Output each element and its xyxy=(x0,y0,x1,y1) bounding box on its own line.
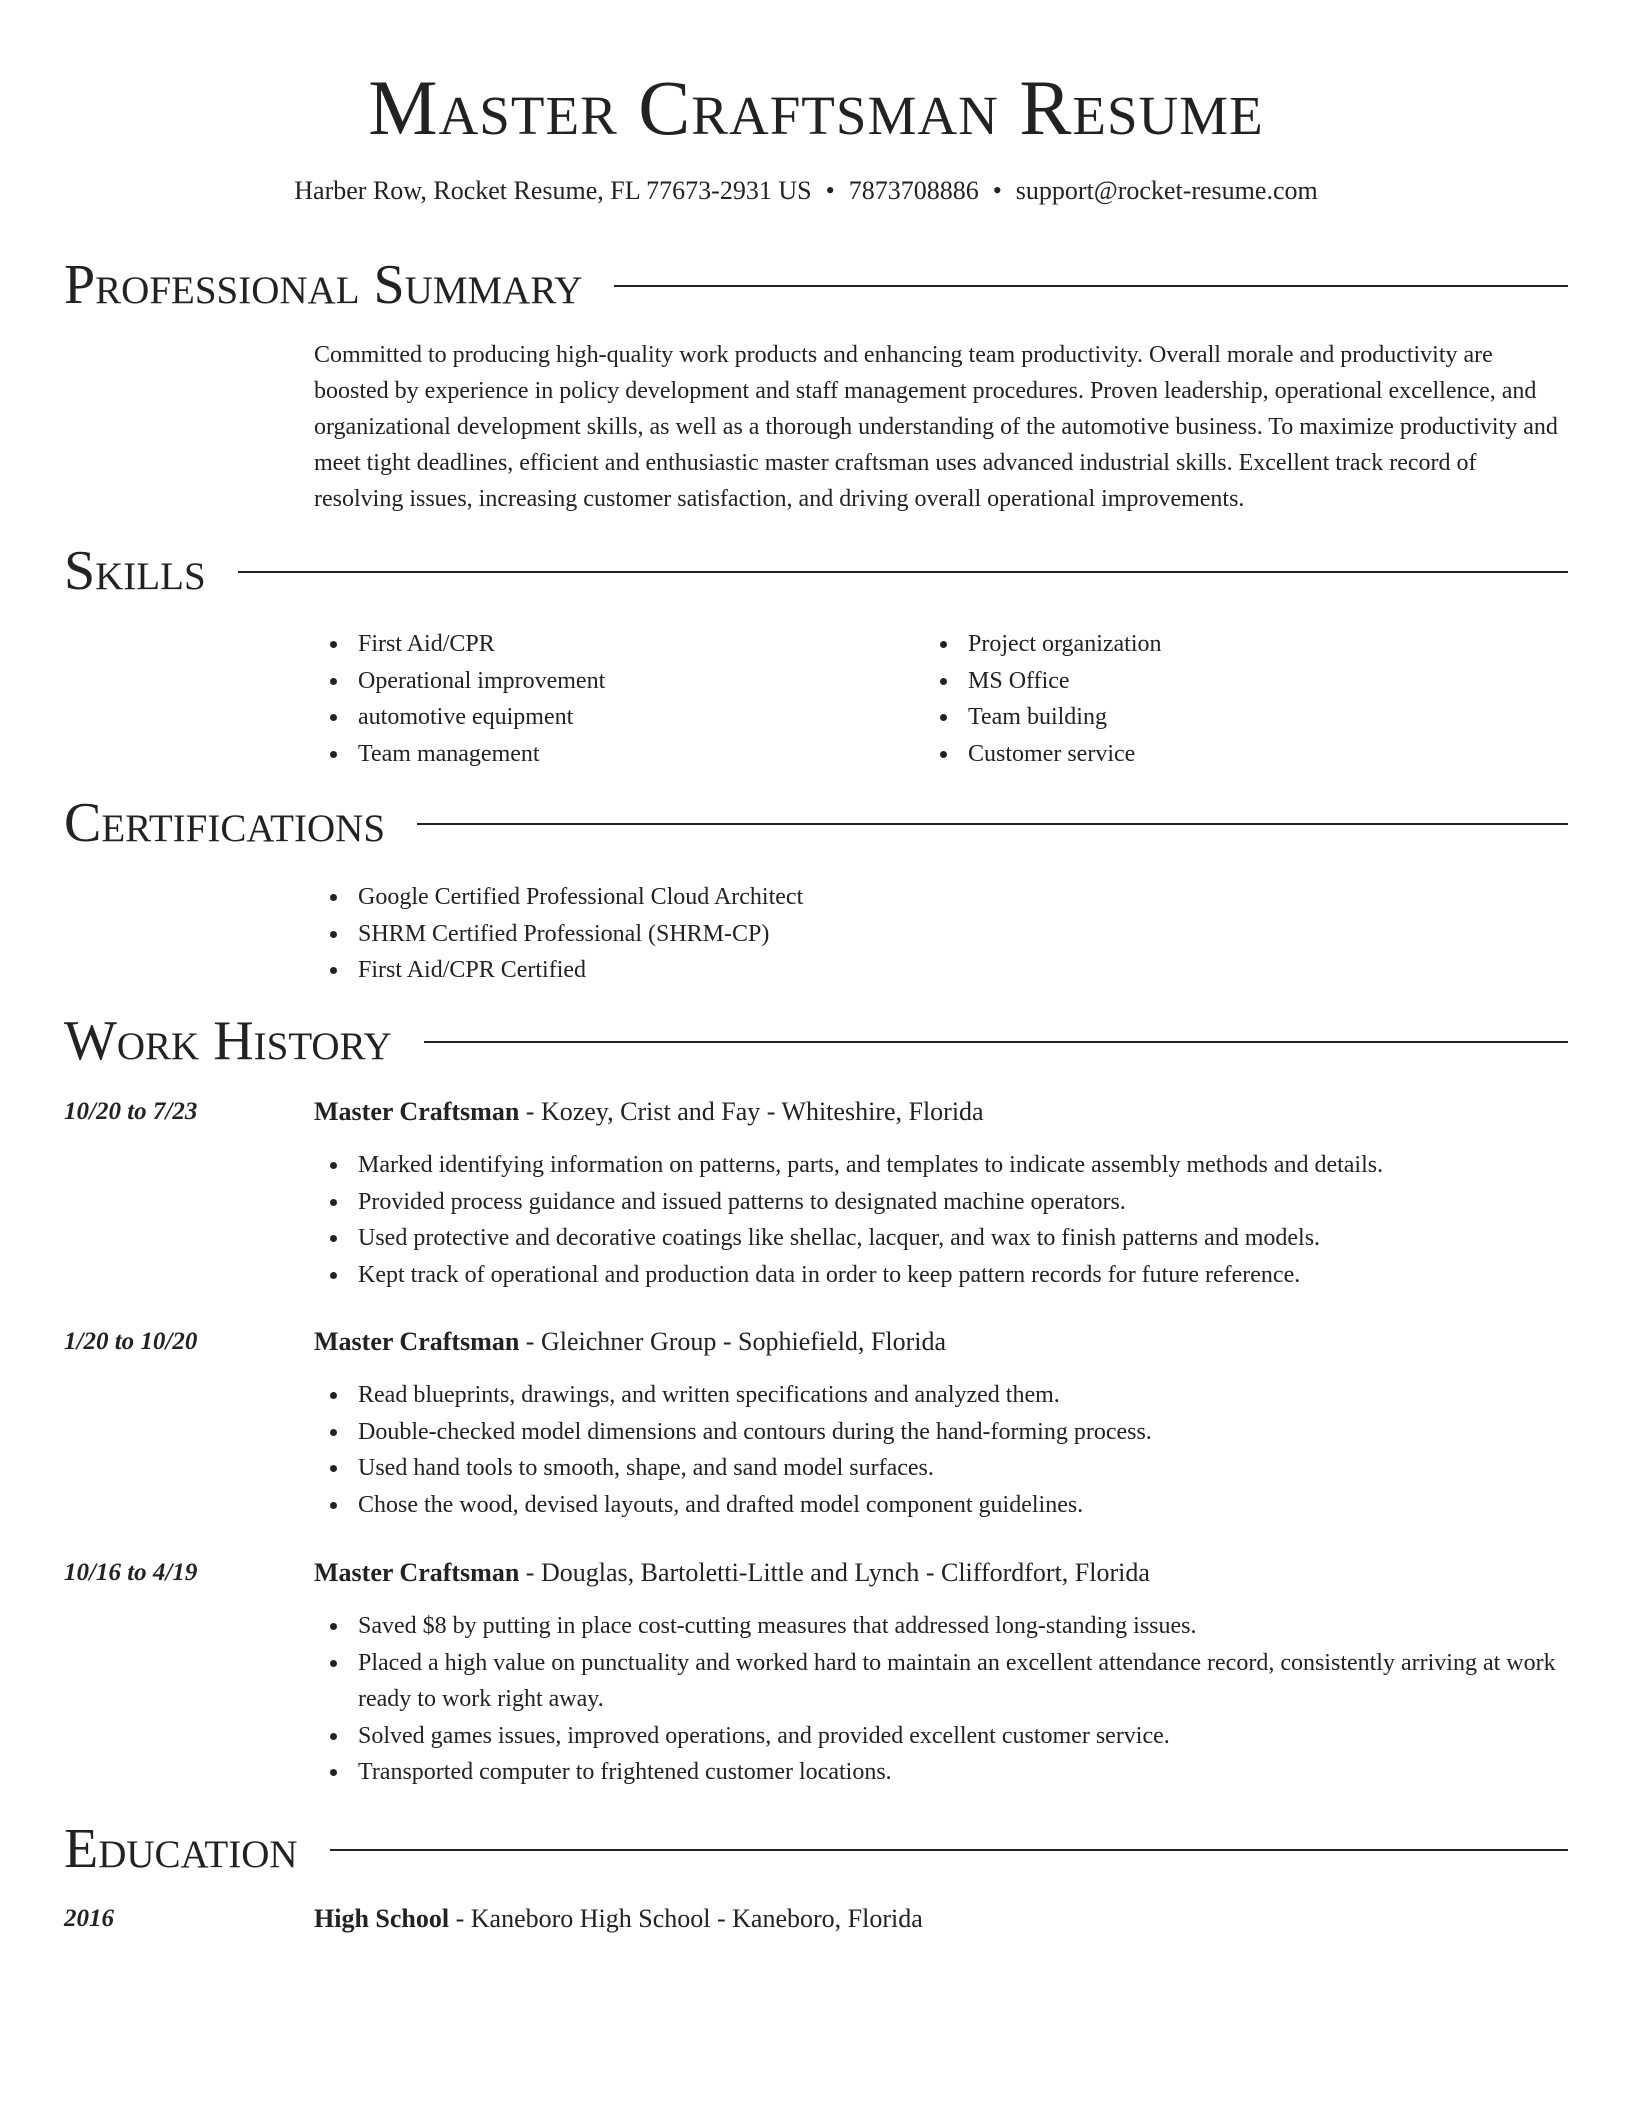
job-duties xyxy=(314,1377,1568,1523)
skill-item: automotive equipment xyxy=(358,699,605,736)
skill-item: Operational improvement xyxy=(358,663,605,700)
contact-address: Harber Row, Rocket Resume, FL 77673-2931 US xyxy=(294,176,812,205)
skill-item: Customer service xyxy=(968,736,1162,773)
job-duties xyxy=(314,1147,1568,1293)
certification-item: First Aid/CPR Certified xyxy=(358,952,803,989)
section-divider xyxy=(238,571,1568,573)
education-school-location: - Kaneboro High School - Kaneboro, Florida xyxy=(449,1904,923,1933)
contact-line xyxy=(0,173,1612,209)
job-duty-item: Solved games issues, improved operations, and provided excellent customer service. xyxy=(358,1718,1568,1755)
skill-item: Team building xyxy=(968,699,1162,736)
job-duty-item: Provided process guidance and issued patterns to designated machine operators. xyxy=(358,1184,1568,1221)
job-duties xyxy=(314,1608,1568,1791)
section-divider xyxy=(330,1849,1568,1851)
job-employer-location: - Kozey, Crist and Fay - Whiteshire, Florida xyxy=(519,1097,984,1126)
skill-item: MS Office xyxy=(968,663,1162,700)
contact-phone: 7873708886 xyxy=(848,176,979,205)
skills-column-left xyxy=(314,626,605,772)
certification-item: Google Certified Professional Cloud Architect xyxy=(358,879,803,916)
section-divider xyxy=(417,823,1568,825)
section-title-skills: Skills xyxy=(64,540,206,602)
summary-text: Committed to producing high-quality work products and enhancing team productivity. Overall morale and productivity are boosted by experience in policy development and staff management procedures. Proven leadership, operational excellence, and organizational development skills, as well as a thorough understanding of the automotive business. To maximize productivity and meet tight deadlines, efficient and enthusiastic master craftsman uses advanced industrial skills. Excellent track record of resolving issues, increasing customer satisfaction, and driving overall operational improvements. xyxy=(314,342,1558,512)
education-line xyxy=(314,1901,923,1937)
contact-separator: • xyxy=(825,176,835,205)
section-title-education: Education xyxy=(64,1818,298,1880)
job-dates: 10/20 to 7/23 xyxy=(64,1098,198,1125)
education-degree: High School xyxy=(314,1904,450,1933)
resume-name: Master Craftsman Resume xyxy=(368,64,1264,151)
job-duty-item: Chose the wood, devised layouts, and drafted model component guidelines. xyxy=(358,1487,1568,1524)
section-header-summary xyxy=(64,250,1568,320)
job-dates: 1/20 to 10/20 xyxy=(64,1328,198,1355)
job-employer-location: - Douglas, Bartoletti-Little and Lynch - Cliffordfort, Florida xyxy=(519,1558,1150,1587)
job-duty-item: Kept track of operational and production data in order to keep pattern records for future reference. xyxy=(358,1257,1568,1294)
skill-item: Project organization xyxy=(968,626,1162,663)
job-role: Master Craftsman xyxy=(314,1558,520,1587)
certifications-list xyxy=(314,879,803,989)
job-role: Master Craftsman xyxy=(314,1327,520,1356)
section-title-summary: Professional Summary xyxy=(64,254,583,316)
job-duty-item: Used hand tools to smooth, shape, and sand model surfaces. xyxy=(358,1450,1568,1487)
certification-item: SHRM Certified Professional (SHRM-CP) xyxy=(358,916,803,953)
skill-item: First Aid/CPR xyxy=(358,626,605,663)
job-duty-item: Saved $8 by putting in place cost-cutting measures that addressed long-standing issues. xyxy=(358,1608,1568,1645)
contact-email: support@rocket-resume.com xyxy=(1015,176,1318,205)
section-header-certifications xyxy=(64,788,1568,858)
section-header-work-history xyxy=(64,1006,1568,1076)
job-title-line xyxy=(314,1555,1150,1591)
section-header-education xyxy=(64,1814,1568,1884)
job-dates: 10/16 to 4/19 xyxy=(64,1559,198,1586)
section-divider xyxy=(424,1041,1568,1043)
skills-column-right xyxy=(924,626,1162,772)
job-title-line xyxy=(314,1324,946,1360)
skill-item: Team management xyxy=(358,736,605,773)
job-role: Master Craftsman xyxy=(314,1097,520,1126)
job-title-line xyxy=(314,1094,984,1130)
job-duty-item: Placed a high value on punctuality and worked hard to maintain an excellent attendance record, consistently arriving at work ready to work right away. xyxy=(358,1645,1568,1718)
contact-separator: • xyxy=(992,176,1002,205)
job-duty-item: Used protective and decorative coatings like shellac, lacquer, and wax to finish patterns and models. xyxy=(358,1220,1568,1257)
job-duty-item: Double-checked model dimensions and contours during the hand-forming process. xyxy=(358,1414,1568,1451)
job-employer-location: - Gleichner Group - Sophiefield, Florida xyxy=(519,1327,947,1356)
job-duty-item: Transported computer to frightened customer locations. xyxy=(358,1754,1568,1791)
education-year: 2016 xyxy=(64,1905,114,1932)
section-title-certifications: Certifications xyxy=(64,792,386,854)
section-divider xyxy=(614,285,1568,287)
section-title-work-history: Work History xyxy=(64,1010,392,1072)
section-header-skills xyxy=(64,536,1568,606)
job-duty-item: Marked identifying information on patterns, parts, and templates to indicate assembly methods and details. xyxy=(358,1147,1568,1184)
job-duty-item: Read blueprints, drawings, and written specifications and analyzed them. xyxy=(358,1377,1568,1414)
